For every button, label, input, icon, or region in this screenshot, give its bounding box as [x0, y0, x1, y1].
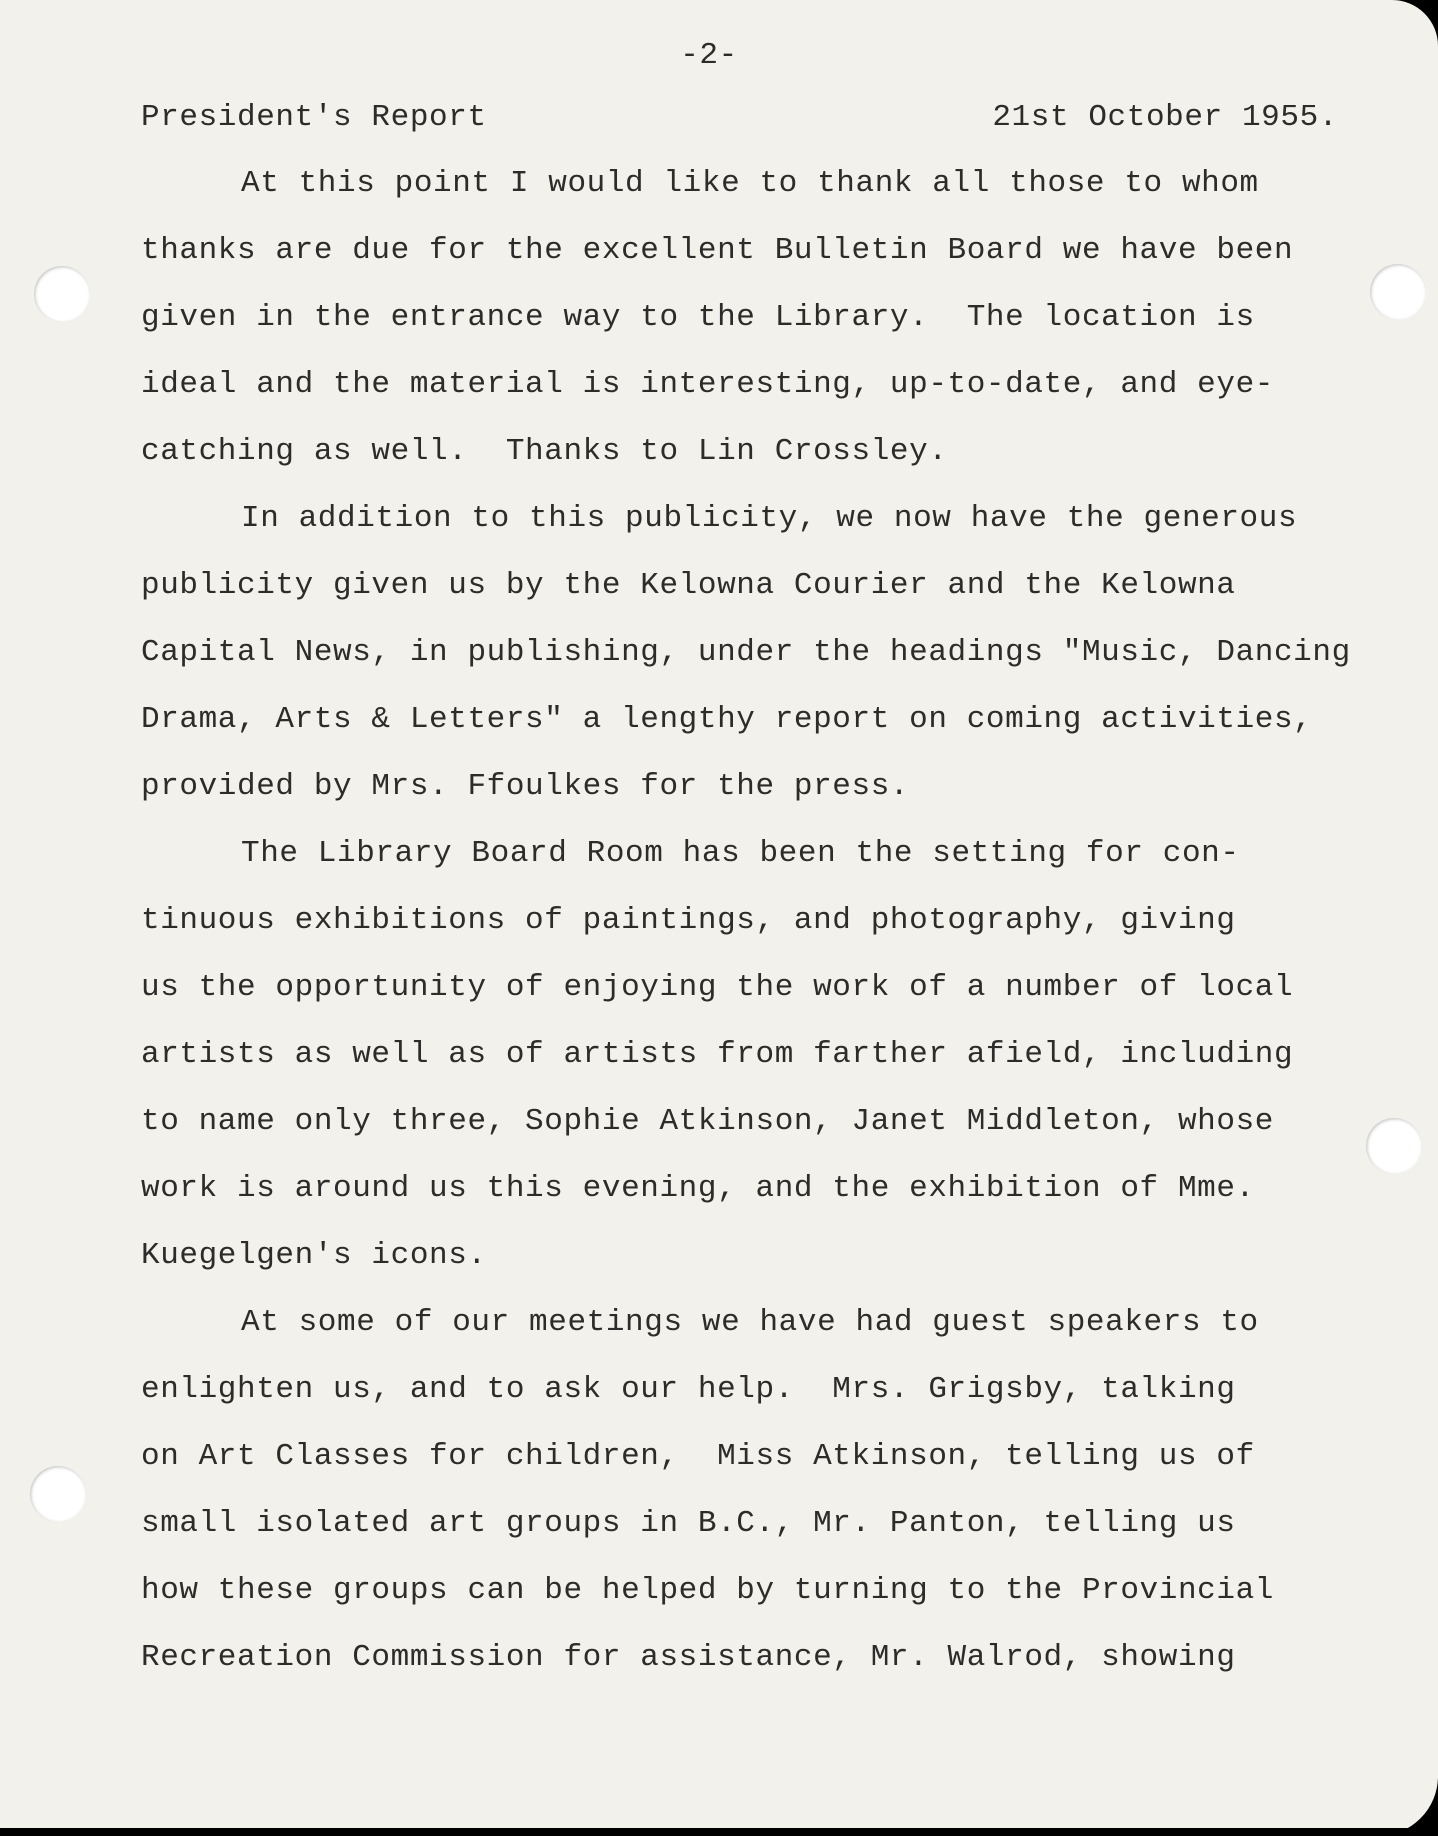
text-line: catching as well. Thanks to Lin Crossley.	[141, 434, 948, 469]
text-line: how these groups can be helped by turning to the Provincial	[141, 1573, 1274, 1608]
text-line: artists as well as of artists from farther afield, including	[141, 1037, 1294, 1072]
text-line: thanks are due for the excellent Bulletin Board we have been	[141, 233, 1294, 268]
text-line: tinuous exhibitions of paintings, and photography, giving	[141, 903, 1236, 938]
text-line: The Library Board Room has been the setting for con-	[241, 836, 1240, 871]
text-line: At this point I would like to thank all those to whom	[241, 166, 1259, 201]
report-body	[141, 166, 1401, 1707]
text-line: Kuegelgen's icons.	[141, 1238, 487, 1273]
paragraph-guest-speakers	[141, 1305, 1401, 1707]
report-date: 21st October 1955.	[992, 100, 1338, 135]
text-line: us the opportunity of enjoying the work of a number of local	[141, 970, 1294, 1005]
text-line: Capital News, in publishing, under the headings "Music, Dancing	[141, 635, 1351, 670]
paragraph-exhibitions	[141, 836, 1401, 1305]
text-line: In addition to this publicity, we now have the generous	[241, 501, 1298, 536]
page-number: -2-	[680, 38, 738, 73]
punch-hole	[30, 1466, 86, 1522]
page-edge	[0, 1828, 1438, 1836]
text-line: provided by Mrs. Ffoulkes for the press.	[141, 769, 910, 804]
text-line: Drama, Arts & Letters" a lengthy report on coming activities,	[141, 702, 1313, 737]
text-line: At some of our meetings we have had guest speakers to	[241, 1305, 1259, 1340]
text-line: work is around us this evening, and the exhibition of Mme.	[141, 1171, 1255, 1206]
text-line: Recreation Commission for assistance, Mr. Walrod, showing	[141, 1640, 1236, 1675]
text-line: small isolated art groups in B.C., Mr. Panton, telling us	[141, 1506, 1236, 1541]
text-line: ideal and the material is interesting, up-to-date, and eye-	[141, 367, 1274, 402]
text-line: to name only three, Sophie Atkinson, Janet Middleton, whose	[141, 1104, 1274, 1139]
text-line: publicity given us by the Kelowna Courier and the Kelowna	[141, 568, 1236, 603]
text-line: on Art Classes for children, Miss Atkinson, telling us of	[141, 1439, 1255, 1474]
punch-hole	[34, 266, 90, 322]
text-line: given in the entrance way to the Library. The location is	[141, 300, 1255, 335]
report-title: President's Report	[141, 100, 487, 135]
text-line: enlighten us, and to ask our help. Mrs. Grigsby, talking	[141, 1372, 1236, 1407]
paragraph-bulletin-board	[141, 166, 1401, 501]
paragraph-publicity	[141, 501, 1401, 836]
